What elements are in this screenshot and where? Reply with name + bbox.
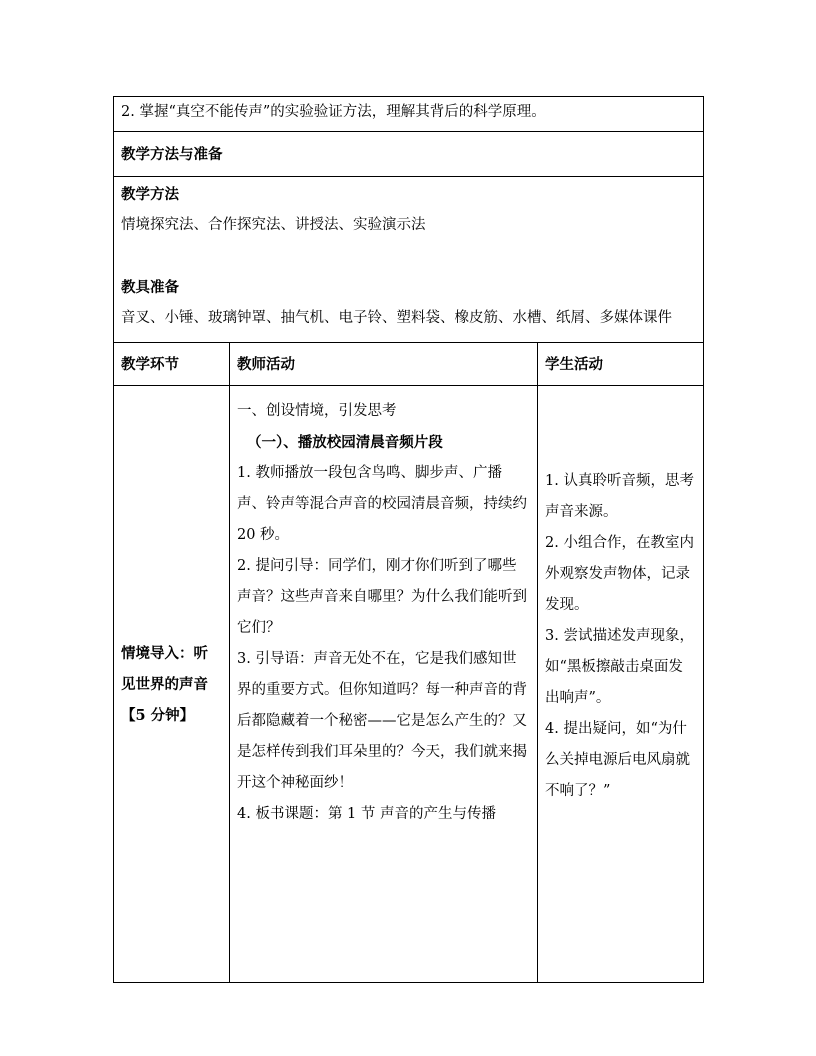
teacher-item: 1. 教师播放一段包含鸟鸣、脚步声、广播声、铃声等混合声音的校园清晨音频，持续约 20 秒。 [237,465,527,543]
header-teacher: 教师活动 [230,343,538,386]
tools-label: 教具准备 [121,279,179,296]
method-label: 教学方法 [121,186,179,203]
stage-name-line1: 情境导入：听 [121,644,208,662]
lesson-plan-page [113,96,703,983]
spacer [121,241,696,272]
method-text: 情境探究法、合作探究法、讲授法、实验演示法 [121,217,426,233]
header-student: 学生活动 [538,343,704,386]
teacher-activity-cell [230,386,538,983]
stage-name-line2: 见世界的声音 [121,675,208,693]
teacher-subheading: （一）、播放校园清晨音频片段 [247,434,443,451]
methods-title-row [114,132,704,177]
objective-text: 2. 掌握“真空不能传声”的实验验证方法，理解其背后的科学原理。 [121,104,546,120]
stage-duration: 【5 分钟】 [121,706,195,724]
objective-row [114,97,704,132]
teacher-item: 2. 提问引导：同学们，刚才你们听到了哪些声音？这些声音来自哪里？为什么我们能听到它们？ [237,558,527,636]
student-activity-cell [538,386,704,983]
teacher-item: 3. 引导语：声音无处不在，它是我们感知世界的重要方式。但你知道吗？每一种声音的背后都隐藏着一个秘密——它是怎么产生的？又是怎样传到我们耳朵里的？今天，我们就来揭开这个神秘面纱！ [237,651,527,791]
lesson-plan-table [113,96,704,983]
methods-content-row [114,177,704,343]
student-item: 4. 提出疑问，如“为什么关掉电源后电风扇就不响了？” [545,721,690,799]
stage-cell [114,386,230,983]
stage-row [114,386,704,983]
tools-text: 音叉、小锤、玻璃钟罩、抽气机、电子铃、塑料袋、橡皮筋、水槽、纸屑、多媒体课件 [121,310,672,326]
teacher-heading: 一、创设情境，引发思考 [237,403,397,419]
student-item: 1. 认真聆听音频，思考声音来源。 [545,473,694,520]
teacher-item: 4. 板书课题：第 1 节 声音的产生与传播 [237,806,496,822]
header-stage: 教学环节 [114,343,230,386]
methods-content-cell [114,177,704,343]
student-item: 3. 尝试描述发声现象，如“黑板擦敲击桌面发出响声”。 [545,628,694,706]
table-header-row [114,343,704,386]
objective-cell [114,97,704,132]
methods-section-title: 教学方法与准备 [114,132,704,177]
student-item: 2. 小组合作，在教室内外观察发声物体，记录发现。 [545,535,694,613]
